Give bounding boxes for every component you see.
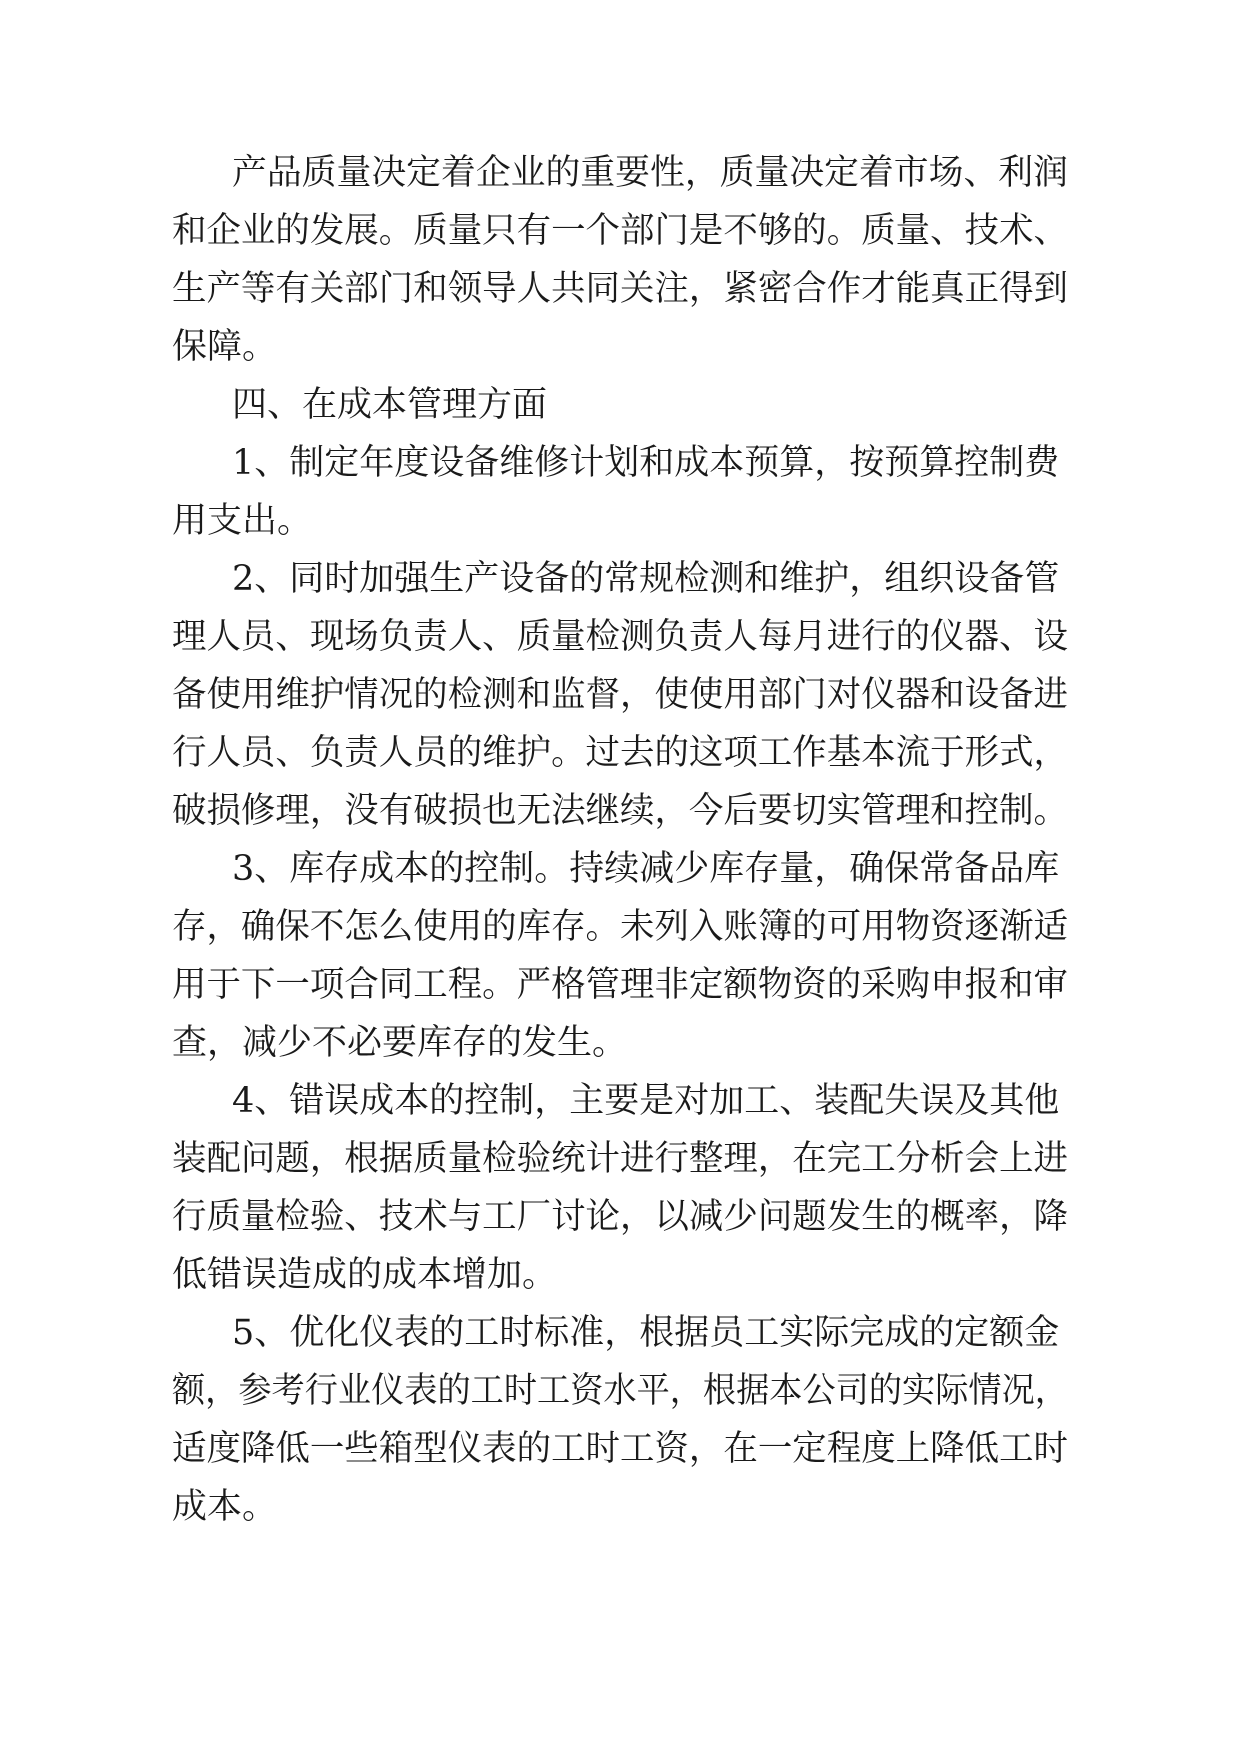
text-line bbox=[0, 433, 1241, 493]
text-line-content: 行质量检验、技术与工厂讨论，以减少问题发生的概率，降 bbox=[172, 1197, 1069, 1237]
text-line bbox=[0, 1013, 1241, 1073]
text-line-content: 存，确保不怎么使用的库存。未列入账簿的可用物资逐渐适 bbox=[172, 907, 1069, 947]
text-line-content: 4、错误成本的控制，主要是对加工、装配失误及其他 bbox=[232, 1081, 1060, 1121]
text-line bbox=[0, 317, 1241, 377]
text-line-content: 保障。 bbox=[172, 327, 278, 367]
text-line bbox=[0, 1187, 1241, 1247]
text-line bbox=[0, 607, 1241, 667]
text-line-content: 行人员、负责人员的维护。过去的这项工作基本流于形式， bbox=[172, 733, 1069, 773]
text-line bbox=[0, 665, 1241, 725]
text-line-content: 1、制定年度设备维修计划和成本预算，按预算控制费 bbox=[232, 443, 1060, 483]
text-line bbox=[0, 839, 1241, 899]
text-line-content: 额，参考行业仪表的工时工资水平，根据本公司的实际情况， bbox=[172, 1371, 1068, 1411]
text-line bbox=[0, 549, 1241, 609]
text-line-content: 用支出。 bbox=[172, 501, 313, 541]
text-line bbox=[0, 1361, 1241, 1421]
text-line bbox=[0, 1477, 1241, 1537]
section-heading bbox=[0, 375, 1241, 435]
text-line-content: 查，减少不必要库存的发生。 bbox=[172, 1023, 628, 1063]
text-line bbox=[0, 955, 1241, 1015]
text-line-content: 适度降低一些箱型仪表的工时工资，在一定程度上降低工时 bbox=[172, 1429, 1069, 1469]
text-line bbox=[0, 1129, 1241, 1189]
text-line-content: 5、优化仪表的工时标准，根据员工实际完成的定额金 bbox=[232, 1313, 1060, 1353]
text-line-content: 2、同时加强生产设备的常规检测和维护，组织设备管 bbox=[232, 559, 1060, 599]
text-line bbox=[0, 259, 1241, 319]
text-line bbox=[0, 1303, 1241, 1363]
text-line bbox=[0, 897, 1241, 957]
text-line-content: 产品质量决定着企业的重要性，质量决定着市场、利润 bbox=[232, 153, 1068, 193]
text-line-content: 低错误造成的成本增加。 bbox=[172, 1255, 558, 1295]
text-line bbox=[0, 201, 1241, 261]
text-line-content: 装配问题，根据质量检验统计进行整理，在完工分析会上进 bbox=[172, 1139, 1069, 1179]
text-line bbox=[0, 723, 1241, 783]
text-line-content: 备使用维护情况的检测和监督，使使用部门对仪器和设备进 bbox=[172, 675, 1069, 715]
text-line-content: 和企业的发展。质量只有一个部门是不够的。质量、技术、 bbox=[172, 211, 1069, 251]
text-line bbox=[0, 781, 1241, 841]
text-line-content: 3、库存成本的控制。持续减少库存量，确保常备品库 bbox=[232, 849, 1060, 889]
text-line bbox=[0, 491, 1241, 551]
text-line-content: 理人员、现场负责人、质量检测负责人每月进行的仪器、设 bbox=[172, 617, 1069, 657]
text-line-content: 成本。 bbox=[172, 1487, 278, 1527]
text-line-content: 用于下一项合同工程。严格管理非定额物资的采购申报和审 bbox=[172, 965, 1069, 1005]
text-line bbox=[0, 143, 1241, 203]
text-line bbox=[0, 1071, 1241, 1131]
text-line bbox=[0, 1419, 1241, 1479]
section-heading-text: 四、在成本管理方面 bbox=[232, 385, 548, 425]
text-line-content: 生产等有关部门和领导人共同关注，紧密合作才能真正得到 bbox=[172, 269, 1069, 309]
text-line-content: 破损修理，没有破损也无法继续，今后要切实管理和控制。 bbox=[172, 791, 1069, 831]
text-line bbox=[0, 1245, 1241, 1305]
